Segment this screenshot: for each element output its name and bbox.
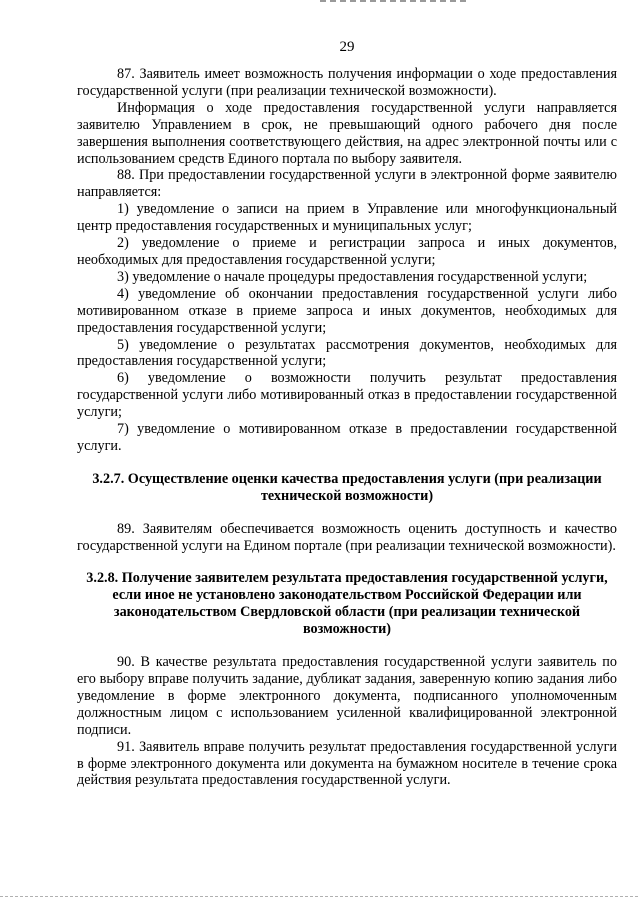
paragraph-91: 91. Заявитель вправе получить результат предоставления государственной услуги в форме электронного документа или документа на бумажном носителе в течение срока действия результата предоставления государственной услуги. [77, 738, 617, 789]
list-item-88-2: 2) уведомление о приеме и регистрации запроса и иных документов, необходимых для предоставления государственной услуги; [77, 235, 617, 268]
scan-artifact-top [320, 0, 470, 2]
paragraph-90: 90. В качестве результата предоставления государственной услуги заявитель по его выбору вправе получить задание, дубликат задания, заверенную копию задания либо уведомление в форме электронного документа, подписанного уполномоченным должностным лицом с использованием усиленной квалифицированной электронной подписи. [77, 654, 617, 738]
page-number: 29 [339, 39, 355, 55]
list-item-88-3: 3) уведомление о начале процедуры предоставления государственной услуги; [117, 268, 588, 285]
list-item-88-4: 4) уведомление об окончании предоставления государственной услуги либо мотивированном отказе в приеме запроса и иных документов, необходимых для предоставления государственной услуги; [77, 285, 617, 336]
list-item-88-7: 7) уведомление о мотивированном отказе в предоставлении государственной услуги. [77, 421, 617, 454]
paragraph-89: 89. Заявителям обеспечивается возможность оценить доступность и качество государственной услуги на Едином портале (при реализации технической возможности). [77, 520, 617, 554]
paragraph-88: 88. При предоставлении государственной услуги в электронной форме заявителю направляется: [77, 167, 617, 201]
list-item-88-1: 1) уведомление о записи на прием в Управление или многофункциональный центр предоставления государственных и муниципальных услуг; [77, 201, 617, 235]
paragraph-87: 87. Заявитель имеет возможность получения информации о ходе предоставления государственной услуги (при реализации технической возможности). [77, 66, 617, 99]
list-item-88-5: 5) уведомление о результатах рассмотрения документов, необходимых для предоставления государственной услуги; [77, 336, 617, 370]
list-item-88-6: 6) уведомление о возможности получить результат предоставления государственной услуги либо мотивированный отказ в предоставлении государственной услуги; [77, 370, 617, 421]
section-heading-3-2-7: 3.2.7. Осуществление оценки качества предоставления услуги (при реализации технической возможности) [92, 470, 602, 504]
section-heading-3-2-8: 3.2.8. Получение заявителем результата предоставления государственной услуги, если иное не установлено законодательством Российской Федерации или законодательством Свердловской области (при реализации технической возможности) [86, 570, 608, 638]
paragraph-87-info: Информация о ходе предоставления государственной услуги направляется заявителю Управлением в срок, не превышающий одного рабочего дня после завершения выполнения соответствующего действия, на адрес электронной почты или с использованием средств Единого портала по выбору заявителя. [77, 99, 617, 167]
scan-artifact-bottom [0, 896, 640, 897]
document-page [77, 38, 617, 789]
